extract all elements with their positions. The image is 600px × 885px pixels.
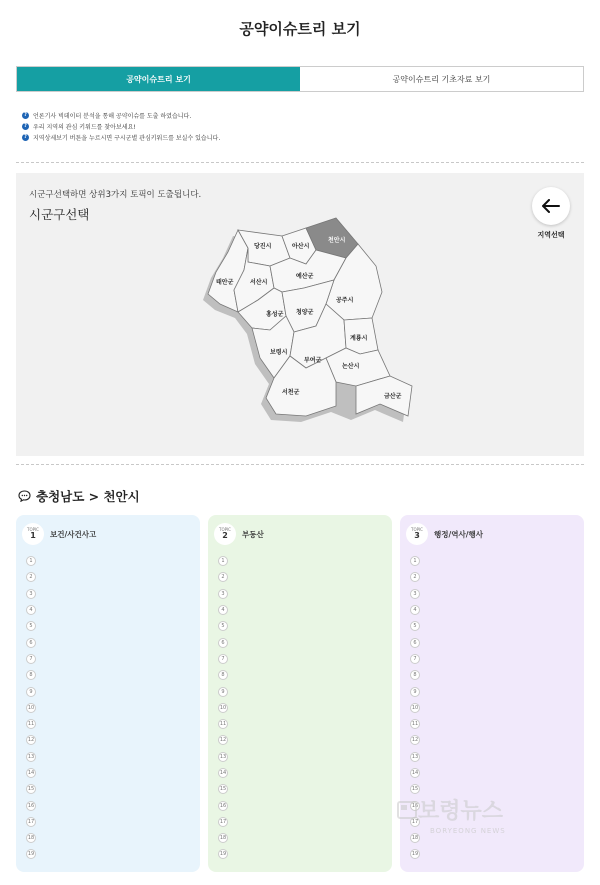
keyword-rank: 14 bbox=[27, 770, 35, 776]
keyword-item[interactable] bbox=[26, 651, 42, 667]
keyword-rank: 15 bbox=[411, 786, 419, 793]
newspaper-logo-icon bbox=[396, 799, 418, 821]
keyword-item[interactable] bbox=[26, 797, 42, 813]
map-label-yesan: 예산군 bbox=[296, 273, 314, 280]
map-label-gyeryong: 계룡시 bbox=[350, 335, 368, 342]
keyword-rank: 4 bbox=[26, 605, 36, 615]
keyword-item[interactable] bbox=[218, 781, 234, 797]
map-label-cheonan: 천안시 bbox=[328, 237, 346, 244]
keyword-item[interactable] bbox=[410, 586, 426, 602]
keyword-item[interactable] bbox=[26, 569, 42, 585]
keyword-rank: 11 bbox=[219, 721, 227, 728]
keyword-item[interactable] bbox=[218, 797, 234, 813]
keyword-rank: 8 bbox=[26, 670, 36, 680]
topic-badge bbox=[22, 523, 44, 545]
keyword-item[interactable] bbox=[218, 765, 234, 781]
keyword-rank: 1 bbox=[26, 556, 36, 566]
keyword-rank: 10 bbox=[219, 704, 227, 711]
topic-header bbox=[22, 523, 96, 545]
topic-title: 행정/역사/행사 bbox=[434, 529, 483, 539]
keyword-rank: 19 bbox=[219, 851, 227, 858]
keyword-rank: 17 bbox=[219, 818, 227, 825]
map-subtitle: 시군구선택 bbox=[29, 207, 90, 222]
keyword-rank: 14 bbox=[411, 770, 419, 776]
map-label-taean: 태안군 bbox=[216, 279, 234, 286]
keyword-rank: 15 bbox=[219, 786, 227, 793]
topic-number: 1 bbox=[30, 531, 36, 540]
keyword-item[interactable] bbox=[410, 765, 426, 781]
watermark-logo bbox=[396, 794, 503, 825]
keyword-item[interactable] bbox=[26, 765, 42, 781]
divider bbox=[16, 162, 584, 163]
keyword-rank: 19 bbox=[27, 851, 35, 858]
notice-list bbox=[22, 110, 220, 143]
keyword-item[interactable] bbox=[218, 586, 234, 602]
keyword-rank: 17 bbox=[411, 818, 419, 825]
keyword-rank: 17 bbox=[27, 818, 35, 825]
keyword-rank: 15 bbox=[27, 786, 35, 793]
map-label-seosan: 서산시 bbox=[250, 279, 268, 286]
notice-item bbox=[22, 132, 220, 143]
map-label-cheongyang: 청양군 bbox=[296, 309, 314, 316]
keyword-rank: 18 bbox=[411, 835, 419, 842]
keyword-item[interactable] bbox=[218, 667, 234, 683]
keyword-rank: 11 bbox=[27, 721, 35, 728]
keyword-item[interactable] bbox=[218, 569, 234, 585]
question-icon: ? bbox=[22, 134, 29, 141]
topic-column-1 bbox=[16, 515, 200, 872]
keyword-item[interactable] bbox=[26, 846, 42, 862]
keyword-list bbox=[26, 553, 42, 863]
topic-number: 3 bbox=[414, 531, 420, 540]
map-hint: 시군구선택하면 상위3가지 토픽이 도출됩니다. bbox=[29, 190, 202, 200]
keyword-rank: 4 bbox=[410, 605, 420, 615]
keyword-item[interactable] bbox=[410, 749, 426, 765]
topic-header bbox=[214, 523, 264, 545]
keyword-item[interactable] bbox=[410, 683, 426, 699]
keyword-item[interactable] bbox=[218, 634, 234, 650]
map-panel bbox=[16, 173, 584, 456]
notice-text: 언론기사 빅데이터 분석을 통해 공약이슈를 도출 하였습니다. bbox=[33, 113, 192, 120]
keyword-rank: 5 bbox=[410, 621, 420, 631]
keyword-item[interactable] bbox=[218, 732, 234, 748]
tab-basic-data[interactable]: 공약이슈트리 기초자료 보기 bbox=[300, 67, 583, 91]
keyword-rank: 11 bbox=[411, 721, 419, 728]
keyword-item[interactable] bbox=[218, 651, 234, 667]
tab-bar bbox=[16, 66, 584, 92]
keyword-item[interactable] bbox=[410, 602, 426, 618]
keyword-rank: 9 bbox=[218, 687, 228, 697]
keyword-item[interactable] bbox=[26, 683, 42, 699]
keyword-item[interactable] bbox=[26, 732, 42, 748]
keyword-item[interactable] bbox=[26, 700, 42, 716]
keyword-item[interactable] bbox=[218, 749, 234, 765]
region-select-label: 지역선택 bbox=[537, 231, 565, 239]
keyword-rank: 9 bbox=[410, 687, 420, 697]
keyword-rank: 10 bbox=[411, 704, 419, 711]
keyword-item[interactable] bbox=[26, 814, 42, 830]
divider bbox=[16, 464, 584, 465]
topic-title: 보건/사건사고 bbox=[50, 529, 97, 539]
keyword-item[interactable] bbox=[218, 846, 234, 862]
keyword-item[interactable] bbox=[218, 716, 234, 732]
map-label-dangjin: 당진시 bbox=[254, 243, 272, 250]
topic-badge-label: TOPIC bbox=[219, 527, 231, 532]
keyword-rank: 16 bbox=[27, 802, 35, 809]
keyword-rank: 12 bbox=[27, 737, 35, 744]
keyword-item[interactable] bbox=[26, 634, 42, 650]
keyword-item[interactable] bbox=[26, 618, 42, 634]
topic-number: 2 bbox=[222, 531, 228, 540]
keyword-rank: 5 bbox=[26, 621, 36, 631]
keyword-item[interactable] bbox=[410, 732, 426, 748]
topic-badge-label: TOPIC bbox=[411, 527, 423, 532]
region-title-text: 충청남도 > 천안시 bbox=[36, 489, 140, 504]
keyword-item[interactable] bbox=[26, 749, 42, 765]
notice-item bbox=[22, 110, 220, 121]
map-label-nonsan: 논산시 bbox=[342, 363, 360, 370]
keyword-rank: 3 bbox=[26, 589, 36, 599]
keyword-item[interactable] bbox=[410, 651, 426, 667]
keyword-item[interactable] bbox=[218, 814, 234, 830]
topic-column-2 bbox=[208, 515, 392, 872]
watermark-subtext: BORYEONG NEWS bbox=[430, 827, 506, 835]
region-select-button[interactable] bbox=[532, 187, 570, 225]
keyword-item[interactable] bbox=[410, 634, 426, 650]
keyword-rank: 10 bbox=[27, 704, 35, 711]
keyword-item[interactable] bbox=[410, 618, 426, 634]
keyword-rank: 2 bbox=[218, 572, 228, 582]
keyword-item[interactable] bbox=[218, 618, 234, 634]
question-icon: ? bbox=[22, 123, 29, 130]
keyword-rank: 16 bbox=[411, 802, 419, 809]
keyword-item[interactable] bbox=[218, 683, 234, 699]
notice-item bbox=[22, 121, 220, 132]
keyword-rank: 3 bbox=[218, 589, 228, 599]
keyword-rank: 6 bbox=[410, 638, 420, 648]
keyword-item[interactable] bbox=[410, 716, 426, 732]
keyword-item[interactable] bbox=[26, 716, 42, 732]
keyword-item[interactable] bbox=[218, 830, 234, 846]
keyword-rank: 4 bbox=[218, 605, 228, 615]
keyword-rank: 1 bbox=[410, 556, 420, 566]
keyword-rank: 12 bbox=[219, 737, 227, 744]
keyword-rank: 16 bbox=[219, 802, 227, 809]
chat-bubble-icon bbox=[18, 490, 31, 502]
keyword-item[interactable] bbox=[410, 846, 426, 862]
keyword-rank: 13 bbox=[219, 753, 227, 760]
page-title: 공약이슈트리 보기 bbox=[239, 20, 361, 38]
keyword-rank: 6 bbox=[26, 638, 36, 648]
keyword-rank: 7 bbox=[26, 654, 36, 664]
keyword-rank: 2 bbox=[26, 572, 36, 582]
keyword-item[interactable] bbox=[218, 700, 234, 716]
keyword-item[interactable] bbox=[410, 569, 426, 585]
keyword-item[interactable] bbox=[218, 602, 234, 618]
keyword-rank: 14 bbox=[219, 770, 227, 776]
keyword-rank: 12 bbox=[411, 737, 419, 744]
keyword-item[interactable] bbox=[26, 830, 42, 846]
topic-header bbox=[406, 523, 483, 545]
keyword-list bbox=[218, 553, 234, 863]
keyword-item[interactable] bbox=[410, 553, 426, 569]
topic-badge bbox=[214, 523, 236, 545]
keyword-item[interactable] bbox=[26, 553, 42, 569]
keyword-rank: 19 bbox=[411, 851, 419, 858]
keyword-rank: 7 bbox=[218, 654, 228, 664]
topic-badge-label: TOPIC bbox=[27, 527, 39, 532]
keyword-rank: 13 bbox=[27, 753, 35, 760]
keyword-rank: 6 bbox=[218, 638, 228, 648]
watermark-text: 보령뉴스 bbox=[418, 799, 504, 824]
keyword-rank: 5 bbox=[218, 621, 228, 631]
keyword-rank: 13 bbox=[411, 753, 419, 760]
keyword-item[interactable] bbox=[26, 602, 42, 618]
tab-issue-tree[interactable]: 공약이슈트리 보기 bbox=[17, 67, 300, 91]
map-label-geumsan: 금산군 bbox=[384, 393, 402, 400]
keyword-rank: 3 bbox=[410, 589, 420, 599]
keyword-rank: 18 bbox=[27, 835, 35, 842]
map-label-gongju: 공주시 bbox=[336, 297, 354, 304]
topic-title: 부동산 bbox=[242, 529, 264, 539]
keyword-rank: 2 bbox=[410, 572, 420, 582]
topic-badge bbox=[406, 523, 428, 545]
map-label-boryeong: 보령시 bbox=[270, 349, 288, 356]
keyword-item[interactable] bbox=[218, 553, 234, 569]
keyword-rank: 1 bbox=[218, 556, 228, 566]
keyword-rank: 9 bbox=[26, 687, 36, 697]
keyword-item[interactable] bbox=[410, 830, 426, 846]
keyword-rank: 8 bbox=[218, 670, 228, 680]
arrow-left-icon bbox=[542, 199, 560, 213]
keyword-rank: 7 bbox=[410, 654, 420, 664]
map-label-seocheon: 서천군 bbox=[282, 389, 300, 396]
keyword-item[interactable] bbox=[410, 667, 426, 683]
region-title bbox=[18, 487, 140, 505]
map-label-asan: 아산시 bbox=[292, 243, 310, 250]
map-label-hongseong: 홍성군 bbox=[266, 311, 284, 318]
keyword-item[interactable] bbox=[26, 586, 42, 602]
notice-text: 우리 지역의 관심 키워드를 찾아보세요! bbox=[33, 124, 136, 131]
question-icon: ? bbox=[22, 112, 29, 119]
notice-text: 지역상세보기 버튼을 누르시면 구시군별 관심키워드를 보실수 있습니다. bbox=[33, 135, 221, 142]
keyword-item[interactable] bbox=[26, 781, 42, 797]
map-label-buyeo: 부여군 bbox=[304, 357, 322, 364]
keyword-rank: 18 bbox=[219, 835, 227, 842]
keyword-item[interactable] bbox=[410, 700, 426, 716]
keyword-item[interactable] bbox=[26, 667, 42, 683]
keyword-rank: 8 bbox=[410, 670, 420, 680]
chungnam-map bbox=[186, 208, 436, 448]
